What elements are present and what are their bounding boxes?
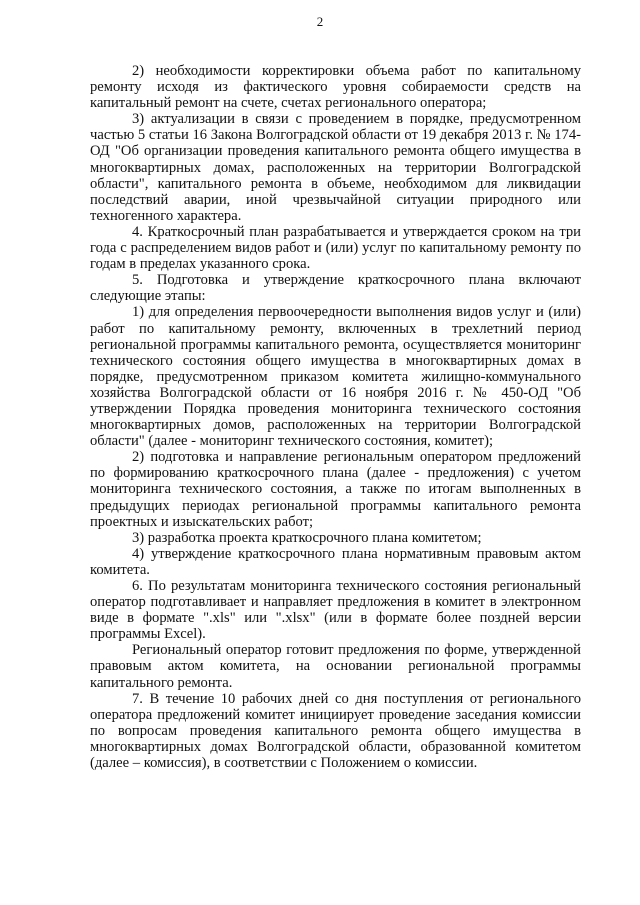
paragraph-stage-2: 2) подготовка и направление региональным оператором предложений по формированию краткосрочного плана (далее - предложения) с учетом мониторинга технического состояния, а также по итогам выполненных в предыдущих периодах региональной программы капитального ремонта проектных и изыскательских работ; (90, 449, 581, 530)
page-number: 2 (316, 14, 324, 29)
document-body (90, 63, 581, 771)
paragraph-item-2: 2) необходимости корректировки объема работ по капитальному ремонту исходя из фактического уровня собираемости средств на капитальный ремонт на счете, счетах регионального оператора; (90, 63, 581, 112)
paragraph-point-5: 5. Подготовка и утверждение краткосрочного плана включают следующие этапы: (90, 272, 581, 305)
paragraph-point-7: 7. В течение 10 рабочих дней со дня поступления от регионального оператора предложений комитет инициирует проведение заседания комиссии по вопросам проведения капитального ремонта общего имущества в многоквартирных домах Волгоградской области, образованной комитетом (далее – комиссия), в соответствии с Положением о комиссии. (90, 690, 581, 772)
paragraph-point-4: 4. Краткосрочный план разрабатывается и утверждается сроком на три года с распределением видов работ и (или) услуг по капитальному ремонту по годам в пределах указанного срока. (90, 223, 581, 273)
paragraph-stage-4: 4) утверждение краткосрочного плана нормативным правовым актом комитета. (90, 545, 581, 578)
paragraph-operator-proposals: Региональный оператор готовит предложения по форме, утвержденной правовым актом комитета, на основании региональной программы капитального ремонта. (90, 642, 581, 691)
paragraph-stage-3: 3) разработка проекта краткосрочного плана комитетом; (132, 529, 482, 546)
paragraph-point-6: 6. По результатам мониторинга технического состояния региональный оператор подготавливает и направляет предложения в комитет в электронном виде в формате ".xls" или ".xlsx" (или в формате более поздней версии программы Excel). (90, 578, 581, 643)
paragraph-item-3: 3) актуализации в связи с проведением в порядке, предусмотренном частью 5 статьи 16 Закона Волгоградской области от 19 декабря 2013 г. № 174-ОД "Об организации проведения капитального ремонта общего имущества в многоквартирных домах, расположенных на территории Волгоградской области", капитального ремонта в объеме, необходимом для ликвидации последствий аварии, иной чрезвычайной ситуации природного или техногенного характера. (90, 111, 581, 224)
paragraph-stage-1: 1) для определения первоочередности выполнения видов услуг и (или) работ по капитальному ремонту, включенных в трехлетний период региональной программы капитального ремонта, осуществляется мониторинг технического состояния общего имущества в многоквартирных домах в порядке, предусмотренном приказом комитета жилищно-коммунального хозяйства Волгоградской области от 16 ноября 2016 г. № 450-ОД "Об утверждении Порядка проведения мониторинга технического состояния многоквартирных домов, расположенных на территории Волгоградской области" (далее - мониторинг технического состояния, комитет); (90, 304, 581, 450)
